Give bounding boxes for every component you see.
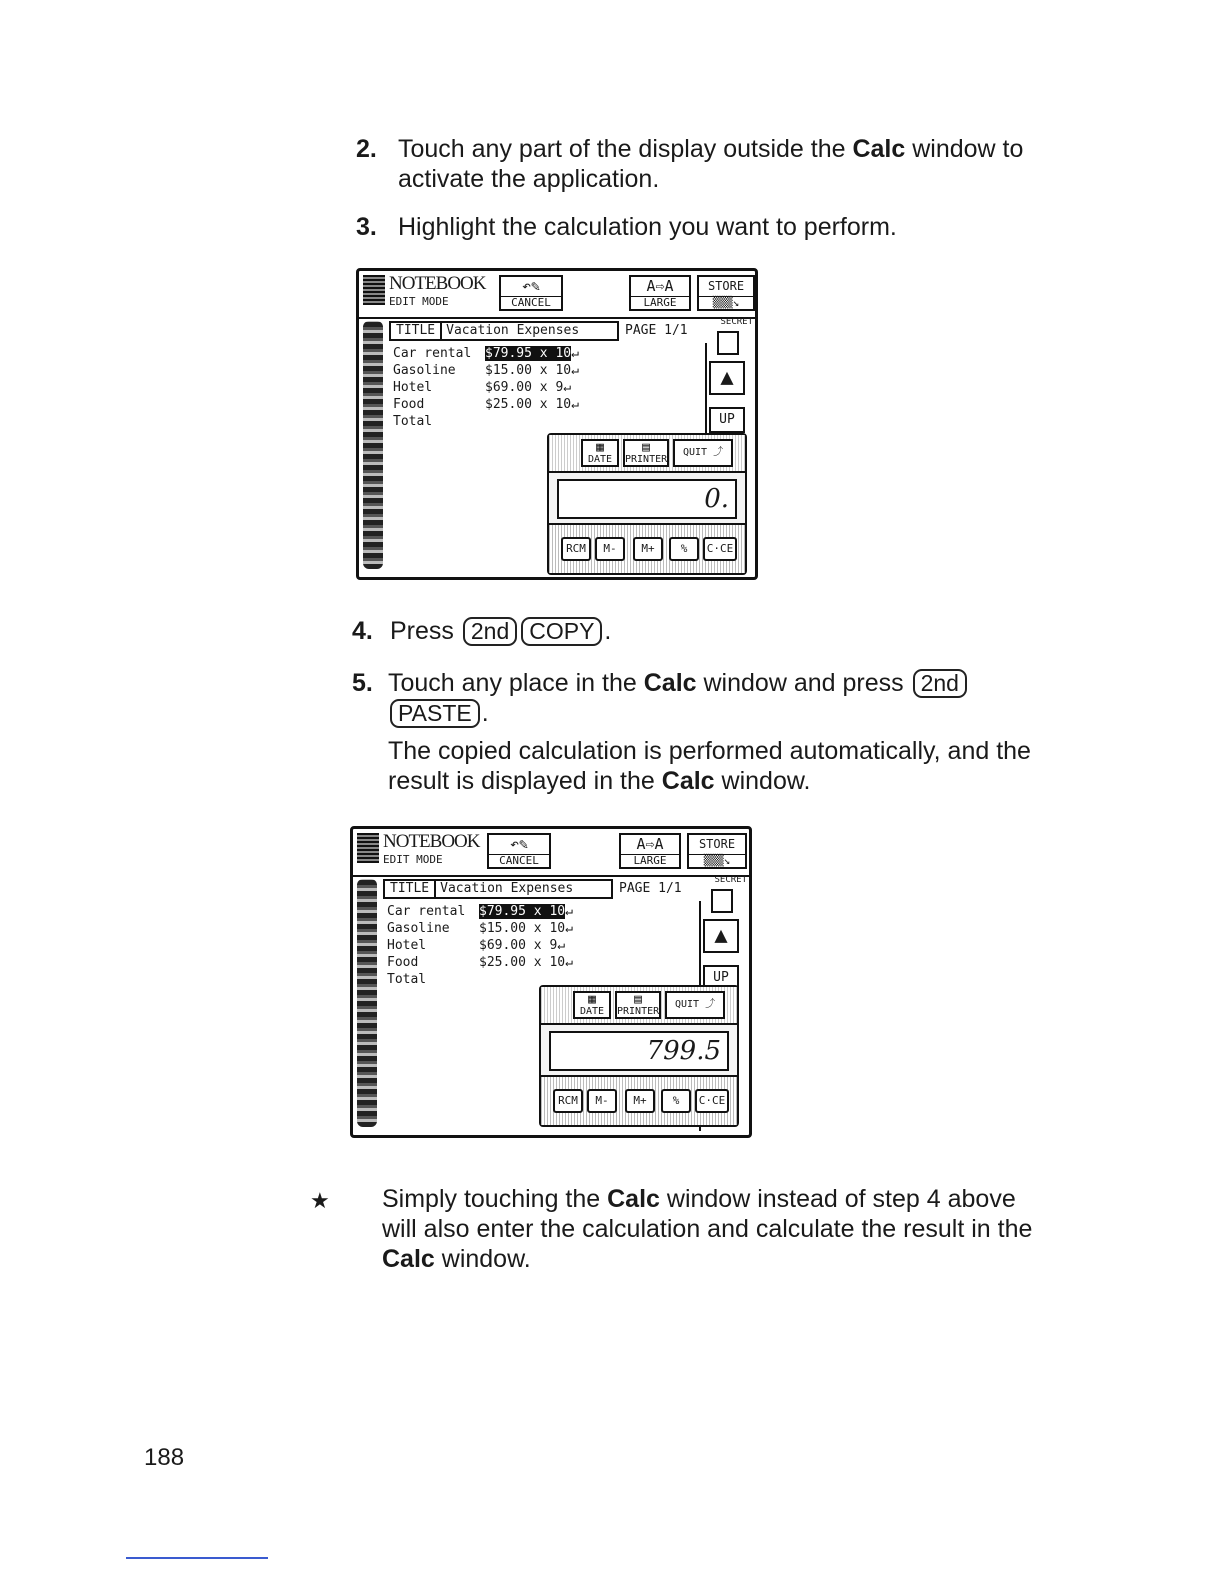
- cancel-button[interactable]: ↶✎ CANCEL: [499, 275, 563, 311]
- store-button[interactable]: STORE ▒▒▒↘: [697, 275, 755, 311]
- printer-button[interactable]: ▤ PRINTER: [625, 440, 668, 465]
- m-plus-key[interactable]: M+: [625, 1089, 655, 1113]
- step-text: Press 2nd COPY .: [390, 617, 612, 645]
- printer-icon: ▤: [642, 440, 650, 455]
- quit-icon: ⤴: [705, 999, 716, 1010]
- screen-header: [353, 829, 749, 877]
- device-screen-after: [350, 826, 752, 1138]
- notebook-icon: [363, 275, 385, 305]
- note-text: Simply touching the Calc window instead of step 4 above will also enter the calculation and calculate the result in the Calc window.: [382, 1185, 1033, 1273]
- calc-toolbar: [541, 987, 737, 1025]
- list-item[interactable]: Food $25.00 x 10↵: [387, 955, 573, 970]
- rcm-key[interactable]: RCM: [553, 1089, 583, 1113]
- spiral-binding-icon: [363, 321, 383, 569]
- list-item[interactable]: Car rental $79.95 x 10↵: [387, 904, 573, 919]
- 2nd-key: 2nd: [463, 617, 517, 646]
- percent-key[interactable]: %: [661, 1089, 691, 1113]
- scroll-up-arrow-icon[interactable]: ▲: [703, 919, 739, 953]
- up-button[interactable]: UP: [703, 965, 739, 991]
- mode-label: EDIT MODE: [389, 295, 449, 308]
- scroll-up-arrow-icon[interactable]: ▲: [709, 361, 745, 395]
- page-indicator: PAGE 1/1: [625, 323, 688, 338]
- cancel-icon: ↶✎: [509, 835, 529, 853]
- screen-header: [359, 271, 755, 319]
- list-item[interactable]: Food $25.00 x 10↵: [393, 397, 579, 412]
- step-text: Touch any place in the Calc window and press 2nd PASTE .: [388, 668, 1028, 728]
- secret-label: SECRET: [720, 317, 753, 327]
- date-button[interactable]: ▦ DATE: [581, 439, 619, 467]
- app-title: NOTEBOOK: [389, 273, 486, 294]
- mode-label: EDIT MODE: [383, 853, 443, 866]
- list-item[interactable]: Gasoline $15.00 x 10↵: [393, 363, 579, 378]
- cancel-button[interactable]: ↶✎ CANCEL: [487, 833, 551, 869]
- expense-rows: [393, 345, 579, 430]
- app-title: NOTEBOOK: [383, 831, 480, 852]
- step-number: 5.: [352, 669, 373, 697]
- printer-button[interactable]: ▤ PRINTER: [617, 992, 660, 1017]
- page-number: 188: [144, 1444, 185, 1471]
- title-bar[interactable]: TITLE Vacation Expenses: [389, 321, 619, 341]
- paste-key: PASTE: [390, 699, 480, 728]
- store-icon: ▒▒▒↘: [689, 854, 745, 867]
- star-icon: ★: [310, 1188, 330, 1213]
- secret-label: SECRET: [714, 875, 747, 885]
- step-text: Touch any part of the display outside the Calc window to activate the application.: [398, 135, 1024, 193]
- footer-divider: [126, 1557, 268, 1559]
- large-button[interactable]: A⇨A LARGE: [629, 275, 691, 311]
- quit-button[interactable]: QUIT ⤴: [665, 991, 725, 1019]
- store-icon: ▒▒▒↘: [699, 296, 753, 309]
- up-button[interactable]: UP: [709, 407, 745, 433]
- printer-icon: ▤: [634, 992, 642, 1007]
- list-item[interactable]: Hotel $69.00 x 9↵: [387, 938, 566, 953]
- calc-window[interactable]: [539, 985, 739, 1127]
- list-item[interactable]: Gasoline $15.00 x 10↵: [387, 921, 573, 936]
- list-item[interactable]: Total: [387, 972, 427, 987]
- m-minus-key[interactable]: M-: [595, 537, 625, 561]
- rcm-key[interactable]: RCM: [561, 537, 591, 561]
- secret-checkbox[interactable]: [717, 331, 739, 355]
- date-button[interactable]: ▦ DATE: [573, 991, 611, 1019]
- date-icon: ▦: [588, 992, 596, 1007]
- clear-key[interactable]: C·CE: [695, 1089, 729, 1113]
- step-number: 3.: [356, 213, 377, 241]
- calc-display: 0.: [557, 479, 737, 519]
- large-font-icon: A⇨A: [636, 835, 664, 853]
- secret-checkbox[interactable]: [711, 889, 733, 913]
- calc-toolbar: [549, 435, 745, 473]
- calc-keys: [549, 523, 745, 573]
- spiral-binding-icon: [357, 879, 377, 1127]
- date-icon: ▦: [596, 440, 604, 455]
- step-5-result: The copied calculation is performed automatically, and the result is displayed in the Calc window.: [388, 737, 1031, 795]
- large-font-icon: A⇨A: [646, 277, 674, 295]
- page-indicator: PAGE 1/1: [619, 881, 682, 896]
- step-number: 4.: [352, 617, 373, 645]
- quit-button[interactable]: QUIT ⤴: [673, 439, 733, 467]
- large-button[interactable]: A⇨A LARGE: [619, 833, 681, 869]
- quit-icon: ⤴: [713, 447, 724, 458]
- notebook-icon: [357, 833, 379, 863]
- clear-key[interactable]: C·CE: [703, 537, 737, 561]
- step-text: Highlight the calculation you want to perform.: [398, 213, 897, 241]
- calc-window[interactable]: [547, 433, 747, 575]
- copy-key: COPY: [521, 617, 602, 646]
- title-bar[interactable]: TITLE Vacation Expenses: [383, 879, 613, 899]
- list-item[interactable]: Hotel $69.00 x 9↵: [393, 380, 572, 395]
- expense-rows: [387, 903, 573, 988]
- calc-display: 799.5: [549, 1031, 729, 1071]
- calc-keys: [541, 1075, 737, 1125]
- m-plus-key[interactable]: M+: [633, 537, 663, 561]
- device-screen-before: [356, 268, 758, 580]
- list-item[interactable]: Car rental $79.95 x 10↵: [393, 346, 579, 361]
- percent-key[interactable]: %: [669, 537, 699, 561]
- store-button[interactable]: STORE ▒▒▒↘: [687, 833, 747, 869]
- cancel-icon: ↶✎: [521, 277, 541, 295]
- step-number: 2.: [356, 135, 377, 163]
- m-minus-key[interactable]: M-: [587, 1089, 617, 1113]
- list-item[interactable]: Total: [393, 414, 433, 429]
- 2nd-key: 2nd: [913, 669, 967, 698]
